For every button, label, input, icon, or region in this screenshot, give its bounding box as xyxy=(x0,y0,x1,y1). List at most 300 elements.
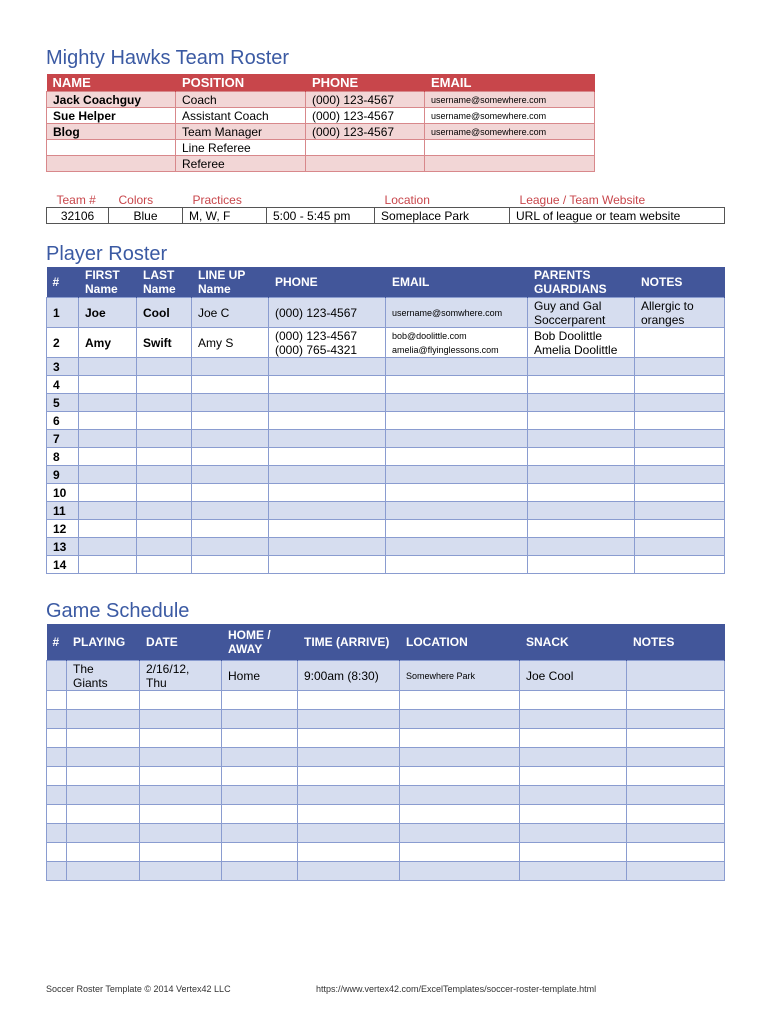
player-lineup-name[interactable] xyxy=(192,412,269,430)
game-snack[interactable] xyxy=(520,805,627,824)
staff-row xyxy=(47,92,595,108)
player-number[interactable]: 4 xyxy=(47,376,79,394)
game-snack[interactable] xyxy=(520,691,627,710)
player-parents[interactable] xyxy=(528,394,635,412)
team-number[interactable]: 32106 xyxy=(47,208,109,224)
game-home-away[interactable] xyxy=(222,786,298,805)
game-number[interactable] xyxy=(47,862,67,881)
player-parents[interactable] xyxy=(528,376,635,394)
player-number[interactable]: 9 xyxy=(47,466,79,484)
game-location[interactable] xyxy=(400,824,520,843)
game-snack[interactable] xyxy=(520,862,627,881)
game-snack[interactable] xyxy=(520,767,627,786)
player-number[interactable]: 6 xyxy=(47,412,79,430)
game-notes[interactable] xyxy=(627,824,725,843)
game-home-away[interactable] xyxy=(222,805,298,824)
player-last-name[interactable] xyxy=(137,556,192,574)
game-notes[interactable] xyxy=(627,661,725,691)
player-last-name[interactable] xyxy=(137,520,192,538)
game-playing-line: Giants xyxy=(73,675,108,690)
player-phone-line: (000) 123-4567 xyxy=(275,328,358,343)
staff-position[interactable]: Coach xyxy=(176,92,306,108)
player-notes[interactable] xyxy=(635,298,725,328)
game-time[interactable] xyxy=(298,824,400,843)
player-last-name[interactable] xyxy=(137,484,192,502)
game-playing[interactable] xyxy=(67,805,140,824)
game-location[interactable] xyxy=(400,691,520,710)
game-home-away[interactable] xyxy=(222,691,298,710)
game-header-location: LOCATION xyxy=(400,624,520,661)
player-last-name[interactable]: Swift xyxy=(137,328,192,358)
player-last-name[interactable] xyxy=(137,358,192,376)
game-date[interactable] xyxy=(140,843,222,862)
game-snack[interactable] xyxy=(520,710,627,729)
staff-position[interactable]: Assistant Coach xyxy=(176,108,306,124)
game-number[interactable] xyxy=(47,661,67,691)
staff-email[interactable] xyxy=(425,140,595,156)
game-snack[interactable] xyxy=(520,824,627,843)
player-phone[interactable] xyxy=(269,448,386,466)
player-first-name[interactable] xyxy=(79,430,137,448)
game-number[interactable] xyxy=(47,843,67,862)
game-date[interactable] xyxy=(140,710,222,729)
player-first-name[interactable] xyxy=(79,358,137,376)
game-snack[interactable] xyxy=(520,786,627,805)
game-playing[interactable] xyxy=(67,748,140,767)
player-number[interactable]: 13 xyxy=(47,538,79,556)
staff-email[interactable]: username@somewhere.com xyxy=(425,92,595,108)
player-phone[interactable] xyxy=(269,502,386,520)
player-number[interactable]: 14 xyxy=(47,556,79,574)
player-last-name[interactable]: Cool xyxy=(137,298,192,328)
game-header-playing: PLAYING xyxy=(67,624,140,661)
staff-row xyxy=(47,124,595,140)
player-row xyxy=(47,358,725,376)
game-time[interactable] xyxy=(298,691,400,710)
team-info-row xyxy=(47,208,725,224)
game-number[interactable] xyxy=(47,824,67,843)
player-phone[interactable] xyxy=(269,520,386,538)
game-home-away[interactable] xyxy=(222,862,298,881)
game-location[interactable] xyxy=(400,729,520,748)
player-lineup-name[interactable] xyxy=(192,376,269,394)
player-last-name[interactable] xyxy=(137,430,192,448)
game-time[interactable]: 9:00am (8:30) xyxy=(298,661,400,691)
player-first-name[interactable] xyxy=(79,484,137,502)
player-parents[interactable] xyxy=(528,448,635,466)
player-notes[interactable] xyxy=(635,520,725,538)
player-first-name[interactable] xyxy=(79,376,137,394)
player-phone[interactable] xyxy=(269,556,386,574)
player-phone[interactable] xyxy=(269,430,386,448)
player-email[interactable] xyxy=(386,484,528,502)
game-schedule-table xyxy=(46,624,725,881)
game-number[interactable] xyxy=(47,767,67,786)
player-first-name[interactable] xyxy=(79,502,137,520)
game-number[interactable] xyxy=(47,805,67,824)
player-email[interactable] xyxy=(386,538,528,556)
player-parents[interactable] xyxy=(528,538,635,556)
team-location-label: Location xyxy=(384,192,430,207)
game-home-away[interactable] xyxy=(222,767,298,786)
game-date[interactable] xyxy=(140,691,222,710)
game-playing[interactable] xyxy=(67,691,140,710)
game-home-away[interactable]: Home xyxy=(222,661,298,691)
staff-email[interactable]: username@somewhere.com xyxy=(425,108,595,124)
player-parents[interactable] xyxy=(528,520,635,538)
game-row xyxy=(47,843,725,862)
game-location[interactable] xyxy=(400,748,520,767)
game-schedule-title: Game Schedule xyxy=(46,600,190,622)
staff-position[interactable]: Team Manager xyxy=(176,124,306,140)
game-playing[interactable] xyxy=(67,843,140,862)
team-website-label: League / Team Website xyxy=(519,192,646,207)
game-header-time: TIME (ARRIVE) xyxy=(298,624,400,661)
player-number[interactable]: 1 xyxy=(47,298,79,328)
staff-row xyxy=(47,108,595,124)
player-number[interactable]: 7 xyxy=(47,430,79,448)
game-playing-line: The xyxy=(73,661,94,676)
game-home-away[interactable] xyxy=(222,710,298,729)
player-notes[interactable] xyxy=(635,430,725,448)
game-location[interactable] xyxy=(400,767,520,786)
player-email-line: amelia@flyinglessons.com xyxy=(392,344,499,355)
game-location[interactable] xyxy=(400,862,520,881)
game-playing[interactable] xyxy=(67,767,140,786)
player-phone[interactable] xyxy=(269,412,386,430)
player-row xyxy=(47,376,725,394)
player-email[interactable] xyxy=(386,328,528,358)
staff-email[interactable] xyxy=(425,156,595,172)
player-notes[interactable] xyxy=(635,394,725,412)
player-email[interactable] xyxy=(386,520,528,538)
player-row xyxy=(47,484,725,502)
game-location[interactable] xyxy=(400,805,520,824)
player-parents[interactable] xyxy=(528,484,635,502)
player-header-parents: PARENTS GUARDIANS xyxy=(528,267,635,298)
player-row xyxy=(47,538,725,556)
player-notes[interactable] xyxy=(635,376,725,394)
player-number[interactable]: 5 xyxy=(47,394,79,412)
player-parents[interactable] xyxy=(528,556,635,574)
team-number-label: Team # xyxy=(56,192,96,207)
game-date[interactable] xyxy=(140,661,222,691)
player-row xyxy=(47,448,725,466)
staff-phone[interactable]: (000) 123-4567 xyxy=(306,108,425,124)
practice-days[interactable]: M, W, F xyxy=(183,208,267,224)
player-row xyxy=(47,520,725,538)
staff-position[interactable]: Referee xyxy=(176,156,306,172)
player-last-name[interactable] xyxy=(137,502,192,520)
player-phone[interactable] xyxy=(269,466,386,484)
player-first-name[interactable] xyxy=(79,466,137,484)
player-header-row xyxy=(47,267,725,298)
player-first-name[interactable] xyxy=(79,412,137,430)
player-lineup-name[interactable] xyxy=(192,520,269,538)
game-playing[interactable] xyxy=(67,862,140,881)
player-lineup-name[interactable] xyxy=(192,484,269,502)
player-first-name[interactable] xyxy=(79,394,137,412)
player-first-name[interactable]: Amy xyxy=(79,328,137,358)
game-date-line: 2/16/12, xyxy=(146,661,190,676)
team-info-header-row xyxy=(47,192,725,208)
player-number[interactable]: 2 xyxy=(47,328,79,358)
player-lineup-name[interactable] xyxy=(192,538,269,556)
game-row xyxy=(47,824,725,843)
staff-name[interactable] xyxy=(47,156,176,172)
player-number[interactable]: 3 xyxy=(47,358,79,376)
player-lineup-name[interactable]: Joe C xyxy=(192,298,269,328)
game-location[interactable] xyxy=(400,786,520,805)
player-email[interactable] xyxy=(386,502,528,520)
game-number[interactable] xyxy=(47,691,67,710)
staff-table xyxy=(46,74,595,172)
player-header-last: LAST Name xyxy=(137,267,192,298)
game-notes[interactable] xyxy=(627,729,725,748)
player-notes[interactable] xyxy=(635,466,725,484)
footer-url[interactable]: https://www.vertex42.com/ExcelTemplates/soccer-roster-template.html xyxy=(316,984,597,994)
player-row xyxy=(47,430,725,448)
player-parents-line: Soccerparent xyxy=(534,312,606,327)
game-row xyxy=(47,862,725,881)
player-notes[interactable] xyxy=(635,538,725,556)
player-lineup-name[interactable] xyxy=(192,430,269,448)
game-header-number: # xyxy=(47,624,67,661)
game-playing[interactable] xyxy=(67,729,140,748)
player-phone[interactable] xyxy=(269,484,386,502)
player-header-phone: PHONE xyxy=(269,267,386,298)
game-date[interactable] xyxy=(140,824,222,843)
game-number[interactable] xyxy=(47,710,67,729)
player-phone[interactable] xyxy=(269,358,386,376)
player-parents-line: Amelia Doolittle xyxy=(534,342,618,357)
game-time[interactable] xyxy=(298,862,400,881)
player-first-name[interactable] xyxy=(79,520,137,538)
player-email[interactable] xyxy=(386,376,528,394)
player-notes[interactable] xyxy=(635,502,725,520)
player-notes[interactable] xyxy=(635,328,725,358)
game-playing[interactable] xyxy=(67,661,140,691)
staff-header-row xyxy=(47,74,595,92)
game-date[interactable] xyxy=(140,862,222,881)
game-playing[interactable] xyxy=(67,710,140,729)
player-lineup-name[interactable] xyxy=(192,502,269,520)
player-parents-line: Bob Doolittle xyxy=(534,328,603,343)
practice-time[interactable]: 5:00 - 5:45 pm xyxy=(267,208,375,224)
game-date[interactable] xyxy=(140,786,222,805)
staff-header-email: EMAIL xyxy=(425,74,595,92)
player-parents[interactable] xyxy=(528,298,635,328)
team-info-table xyxy=(46,192,725,224)
player-email[interactable] xyxy=(386,430,528,448)
player-number[interactable]: 10 xyxy=(47,484,79,502)
player-last-name[interactable] xyxy=(137,466,192,484)
game-location[interactable] xyxy=(400,843,520,862)
game-number[interactable] xyxy=(47,786,67,805)
game-row xyxy=(47,767,725,786)
player-last-name[interactable] xyxy=(137,394,192,412)
game-notes[interactable] xyxy=(627,843,725,862)
game-row xyxy=(47,710,725,729)
player-email[interactable] xyxy=(386,412,528,430)
staff-header-phone: PHONE xyxy=(306,74,425,92)
staff-name[interactable]: Jack Coachguy xyxy=(47,92,176,108)
player-email-line: bob@doolittle.com xyxy=(392,330,467,341)
game-home-away[interactable] xyxy=(222,729,298,748)
game-snack[interactable] xyxy=(520,729,627,748)
staff-name[interactable] xyxy=(47,140,176,156)
player-first-name[interactable] xyxy=(79,538,137,556)
player-number[interactable]: 12 xyxy=(47,520,79,538)
player-last-name[interactable] xyxy=(137,538,192,556)
player-phone-line: (000) 123-4567 xyxy=(275,305,358,320)
player-lineup-name[interactable] xyxy=(192,556,269,574)
player-roster-title: Player Roster xyxy=(46,243,168,265)
player-email[interactable] xyxy=(386,556,528,574)
staff-row xyxy=(47,140,595,156)
game-date[interactable] xyxy=(140,748,222,767)
player-roster-table xyxy=(46,267,725,574)
game-playing[interactable] xyxy=(67,786,140,805)
game-snack[interactable]: Joe Cool xyxy=(520,661,627,691)
player-row xyxy=(47,556,725,574)
game-date-line: Thu xyxy=(146,675,167,690)
player-header-lineup: LINE UP Name xyxy=(192,267,269,298)
player-lineup-name[interactable] xyxy=(192,466,269,484)
game-notes[interactable] xyxy=(627,786,725,805)
player-notes[interactable] xyxy=(635,358,725,376)
game-row xyxy=(47,729,725,748)
player-phone[interactable] xyxy=(269,538,386,556)
player-phone[interactable] xyxy=(269,394,386,412)
game-notes[interactable] xyxy=(627,767,725,786)
game-home-away[interactable] xyxy=(222,843,298,862)
staff-row xyxy=(47,156,595,172)
staff-name[interactable]: Blog xyxy=(47,124,176,140)
player-parents[interactable] xyxy=(528,358,635,376)
game-header-notes: NOTES xyxy=(627,624,725,661)
player-lineup-name[interactable] xyxy=(192,448,269,466)
player-row xyxy=(47,328,725,358)
player-phone[interactable] xyxy=(269,328,386,358)
player-row xyxy=(47,394,725,412)
player-notes[interactable] xyxy=(635,484,725,502)
game-playing[interactable] xyxy=(67,824,140,843)
staff-position[interactable]: Line Referee xyxy=(176,140,306,156)
team-colors[interactable]: Blue xyxy=(109,208,183,224)
game-time[interactable] xyxy=(298,748,400,767)
player-notes[interactable] xyxy=(635,556,725,574)
player-last-name[interactable] xyxy=(137,376,192,394)
game-date[interactable] xyxy=(140,767,222,786)
player-phone[interactable] xyxy=(269,298,386,328)
player-email[interactable] xyxy=(386,394,528,412)
team-practices-label: Practices xyxy=(192,192,242,207)
game-notes[interactable] xyxy=(627,691,725,710)
player-row xyxy=(47,298,725,328)
player-email[interactable] xyxy=(386,448,528,466)
staff-email[interactable]: username@somewhere.com xyxy=(425,124,595,140)
staff-phone[interactable] xyxy=(306,140,425,156)
player-lineup-name[interactable]: Amy S xyxy=(192,328,269,358)
game-time[interactable] xyxy=(298,786,400,805)
game-date[interactable] xyxy=(140,805,222,824)
game-home-away[interactable] xyxy=(222,824,298,843)
game-location[interactable]: Somewhere Park xyxy=(400,661,520,691)
game-time[interactable] xyxy=(298,729,400,748)
player-row xyxy=(47,466,725,484)
team-location[interactable]: Someplace Park xyxy=(375,208,510,224)
player-header-number: # xyxy=(47,267,79,298)
game-notes[interactable] xyxy=(627,710,725,729)
player-last-name[interactable] xyxy=(137,412,192,430)
game-notes[interactable] xyxy=(627,748,725,767)
player-notes[interactable] xyxy=(635,412,725,430)
player-email-line: username@somwhere.com xyxy=(392,307,503,318)
player-row xyxy=(47,502,725,520)
game-date[interactable] xyxy=(140,729,222,748)
player-number[interactable]: 11 xyxy=(47,502,79,520)
player-notes[interactable] xyxy=(635,448,725,466)
game-time[interactable] xyxy=(298,710,400,729)
game-time[interactable] xyxy=(298,843,400,862)
player-row xyxy=(47,412,725,430)
player-last-name[interactable] xyxy=(137,448,192,466)
player-first-name[interactable]: Joe xyxy=(79,298,137,328)
game-header-home-away: HOME / AWAY xyxy=(222,624,298,661)
staff-phone[interactable] xyxy=(306,156,425,172)
player-first-name[interactable] xyxy=(79,448,137,466)
player-parents[interactable] xyxy=(528,412,635,430)
game-home-away[interactable] xyxy=(222,748,298,767)
player-parents[interactable] xyxy=(528,328,635,358)
player-phone[interactable] xyxy=(269,376,386,394)
game-location[interactable] xyxy=(400,710,520,729)
game-notes[interactable] xyxy=(627,805,725,824)
player-email[interactable] xyxy=(386,298,528,328)
game-row xyxy=(47,748,725,767)
game-snack[interactable] xyxy=(520,748,627,767)
player-header-first: FIRST Name xyxy=(79,267,137,298)
staff-name[interactable]: Sue Helper xyxy=(47,108,176,124)
player-lineup-name[interactable] xyxy=(192,394,269,412)
game-snack[interactable] xyxy=(520,843,627,862)
staff-phone[interactable]: (000) 123-4567 xyxy=(306,124,425,140)
player-parents[interactable] xyxy=(528,430,635,448)
game-number[interactable] xyxy=(47,729,67,748)
player-email[interactable] xyxy=(386,466,528,484)
player-number[interactable]: 8 xyxy=(47,448,79,466)
page-title: Mighty Hawks Team Roster xyxy=(46,47,290,69)
team-website[interactable]: URL of league or team website xyxy=(510,208,725,224)
game-time[interactable] xyxy=(298,767,400,786)
game-header-date: DATE xyxy=(140,624,222,661)
game-row xyxy=(47,691,725,710)
player-email[interactable] xyxy=(386,358,528,376)
game-number[interactable] xyxy=(47,748,67,767)
game-time[interactable] xyxy=(298,805,400,824)
player-lineup-name[interactable] xyxy=(192,358,269,376)
player-phone-line: (000) 765-4321 xyxy=(275,342,358,357)
player-first-name[interactable] xyxy=(79,556,137,574)
staff-phone[interactable]: (000) 123-4567 xyxy=(306,92,425,108)
game-notes[interactable] xyxy=(627,862,725,881)
player-parents[interactable] xyxy=(528,502,635,520)
game-row xyxy=(47,661,725,691)
staff-header-position: POSITION xyxy=(176,74,306,92)
footer-copyright: Soccer Roster Template © 2014 Vertex42 LLC xyxy=(46,984,231,994)
player-parents[interactable] xyxy=(528,466,635,484)
